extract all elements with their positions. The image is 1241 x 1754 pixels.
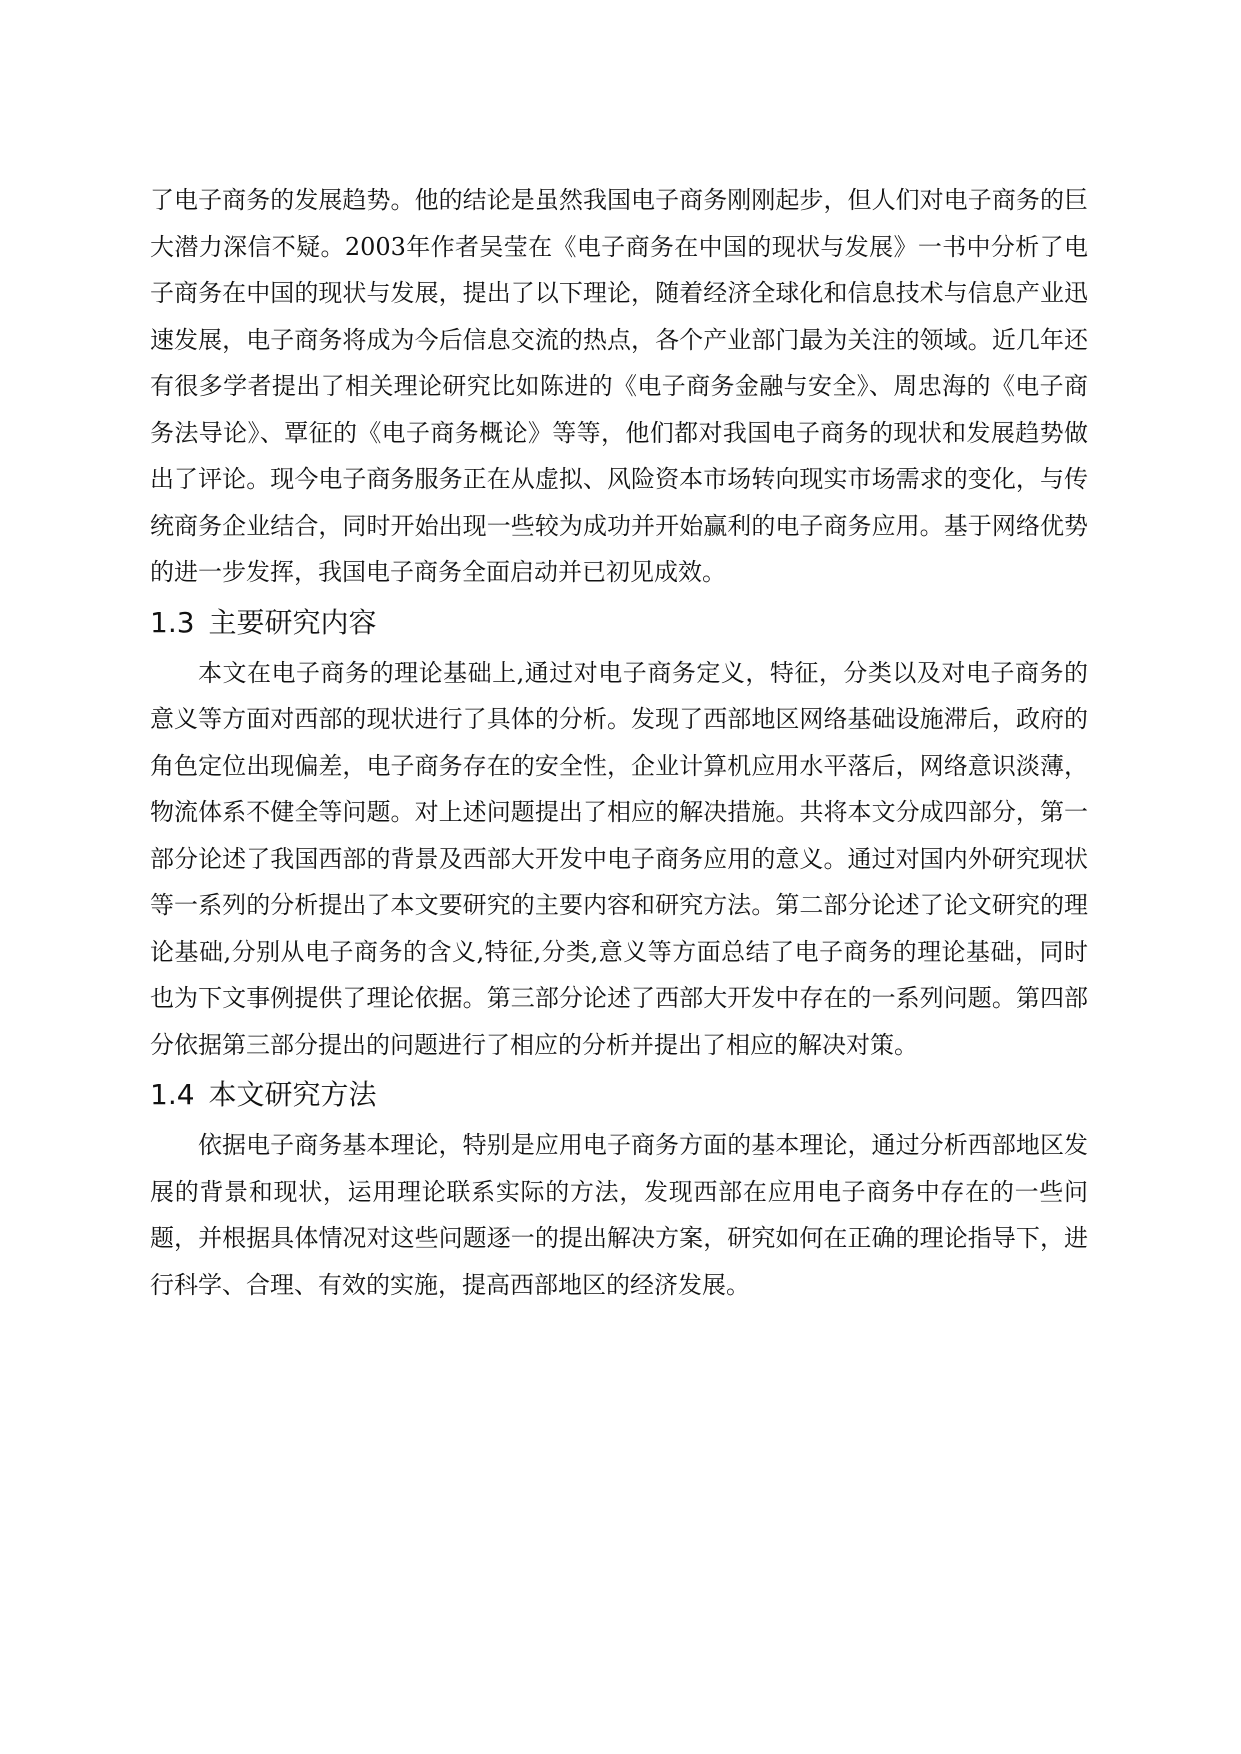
section-paragraph-1-3: 本文在电子商务的理论基础上,通过对电子商务定义，特征，分类以及对电子商务的意义等方面对西部的现状进行了具体的分析。发现了西部地区网络基础设施滞后，政府的角色定位出现偏差，电子商务存在的安全性，企业计算机应用水平落后，网络意识淡薄，物流体系不健全等问题。对上述问题提出了相应的解决措施。共将本文分成四部分，第一部分论述了我国西部的背景及西部大开发中电子商务应用的意义。通过对国内外研究现状等一系列的分析提出了本文要研究的主要内容和研究方法。第二部分论述了论文研究的理论基础,分别从电子商务的含义,特征,分类,意义等方面总结了电子商务的理论基础，同时也为下文事例提供了理论依据。第三部分论述了西部大开发中存在的一系列问题。第四部分依据第三部分提出的问题进行了相应的分析并提出了相应的解决对策。 [150, 658, 1088, 1059]
section-paragraph-1-4: 依据电子商务基本理论，特别是应用电子商务方面的基本理论，通过分析西部地区发展的背景和现状，运用理论联系实际的方法，发现西部在应用电子商务中存在的一些问题，并根据具体情况对这些问题逐一的提出解决方案，研究如何在正确的理论指导下，进行科学、合理、有效的实施，提高西部地区的经济发展。 [150, 1131, 1088, 1299]
section-number: 1.3 [150, 605, 195, 639]
section-title: 主要研究内容 [208, 605, 377, 639]
section-heading-1-3 [150, 596, 1088, 650]
document-page [150, 177, 1088, 1308]
section-heading-1-4 [150, 1068, 1088, 1122]
section-title: 本文研究方法 [208, 1078, 377, 1111]
section-number: 1.4 [150, 1078, 195, 1111]
intro-paragraph: 了电子商务的发展趋势。他的结论是虽然我国电子商务刚刚起步，但人们对电子商务的巨大潜力深信不疑。2003年作者吴莹在《电子商务在中国的现状与发展》一书中分析了电子商务在中国的现状与发展，提出了以下理论，随着经济全球化和信息技术与信息产业迅速发展，电子商务将成为今后信息交流的热点，各个产业部门最为关注的领域。近几年还有很多学者提出了相关理论研究比如陈进的《电子商务金融与安全》、周忠海的《电子商务法导论》、覃征的《电子商务概论》等等，他们都对我国电子商务的现状和发展趋势做出了评论。现今电子商务服务正在从虚拟、风险资本市场转向现实市场需求的变化，与传统商务企业结合，同时开始出现一些较为成功并开始赢利的电子商务应用。基于网络优势的进一步发挥，我国电子商务全面启动并已初见成效。 [150, 186, 1088, 586]
